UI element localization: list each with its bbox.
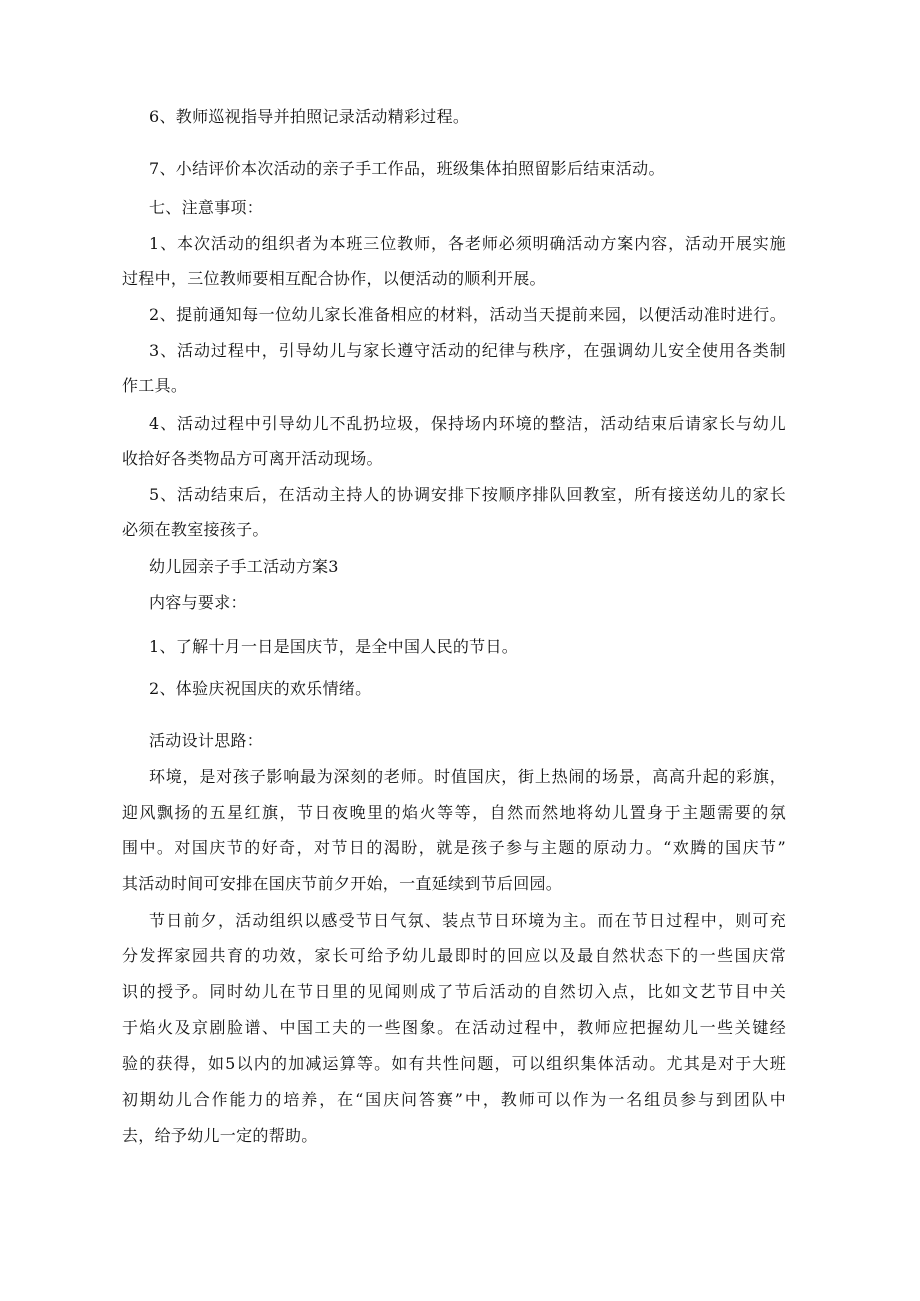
text-line-note-5b: 必须在教室接孩子。: [122, 520, 269, 539]
text-line-note-5a: 5、活动结束后，在活动主持人的协调安排下按顺序排队回教室，所有接送幼儿的家长: [149, 485, 786, 504]
text-line-design-p2-4: 于焰火及京剧脸谱、中国工夫的一些图象。在活动过程中，教师应把握幼儿一些关键经: [122, 1018, 786, 1037]
text-line-note-1b: 过程中，三位教师要相互配合协作，以便活动的顺利开展。: [122, 269, 546, 288]
text-line-note-3b: 作工具。: [122, 376, 188, 395]
text-line-note-4a: 4、活动过程中引导幼儿不乱扔垃圾，保持场内环境的整洁，活动结束后请家长与幼儿: [149, 414, 786, 433]
section-title-plan-3: 幼儿园亲子手工活动方案3: [149, 557, 339, 576]
text-line-design-p1-2: 迎风飘扬的五星红旗，节日夜晚里的焰火等等，自然而然地将幼儿置身于主题需要的氛: [122, 803, 786, 822]
text-line-design-p2-2: 分发挥家园共育的功效，家长可给予幼儿最即时的回应以及最自然状态下的一些国庆常: [122, 946, 786, 965]
section-heading-design: 活动设计思路：: [149, 731, 264, 750]
text-line-step-7: 7、小结评价本次活动的亲子手工作品，班级集体拍照留影后结束活动。: [149, 159, 665, 178]
text-line-requirement-1: 1、了解十月一日是国庆节，是全中国人民的节日。: [149, 637, 519, 656]
section-heading-notes: 七、注意事项：: [149, 198, 264, 217]
text-line-requirement-2: 2、体验庆祝国庆的欢乐情绪。: [149, 679, 372, 698]
text-line-step-6: 6、教师巡视指导并拍照记录活动精彩过程。: [149, 107, 470, 126]
text-line-design-p1-4: 其活动时间可安排在国庆节前夕开始，一直延续到节后回园。: [122, 874, 563, 893]
text-line-design-p2-7: 去，给予幼儿一定的帮助。: [122, 1126, 318, 1145]
text-line-note-1a: 1、本次活动的组织者为本班三位教师，各老师必须明确活动方案内容，活动开展实施: [149, 234, 786, 253]
text-line-design-p2-5: 验的获得，如5以内的加减运算等。如有共性问题，可以组织集体活动。尤其是对于大班: [122, 1054, 786, 1073]
text-line-note-3a: 3、活动过程中，引导幼儿与家长遵守活动的纪律与秩序，在强调幼儿安全使用各类制: [149, 341, 786, 360]
text-line-design-p1-3: 围中。对国庆节的好奇，对节日的渴盼，就是孩子参与主题的原动力。“欢腾的国庆节”: [122, 838, 786, 857]
text-line-design-p2-1: 节日前夕，活动组织以感受节日气氛、装点节日环境为主。而在节日过程中，则可充: [149, 911, 786, 930]
section-heading-requirements: 内容与要求：: [149, 593, 247, 612]
text-line-design-p1-1: 环境，是对孩子影响最为深刻的老师。时值国庆，街上热闹的场景，高高升起的彩旗，: [149, 767, 786, 786]
text-line-design-p2-3: 识的授予。同时幼儿在节日里的见闻则成了节后活动的自然切入点，比如文艺节目中关: [122, 982, 786, 1001]
text-line-design-p2-6: 初期幼儿合作能力的培养，在“国庆问答赛”中，教师可以作为一名组员参与到团队中: [122, 1090, 786, 1109]
text-line-note-4b: 收拾好各类物品方可离开活动现场。: [122, 449, 383, 468]
text-line-note-2: 2、提前通知每一位幼儿家长准备相应的材料，活动当天提前来园，以便活动准时进行。: [149, 305, 786, 324]
